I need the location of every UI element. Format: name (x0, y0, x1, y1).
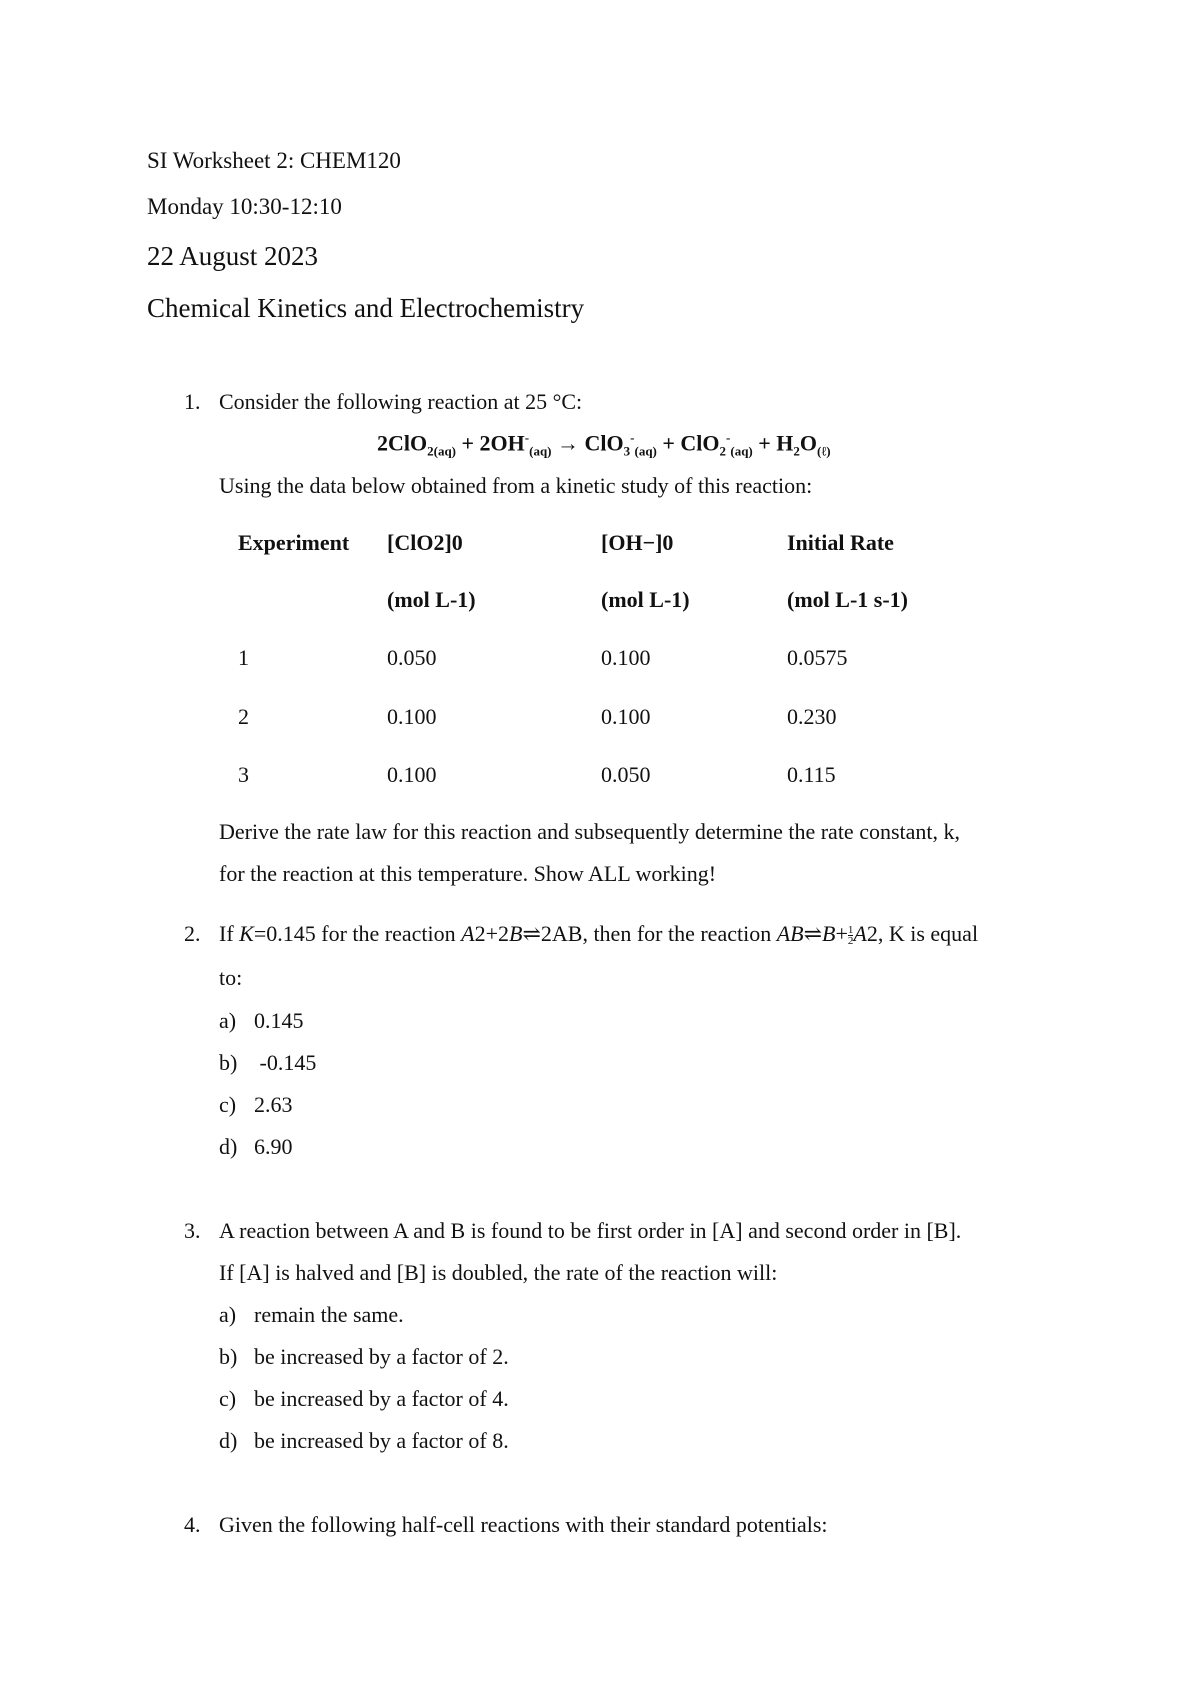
question-1-data-intro: Using the data below obtained from a kinetic study of this reaction: (219, 473, 813, 498)
question-3-option-a: a) remain the same. (219, 1302, 404, 1327)
worksheet-title: SI Worksheet 2: CHEM120 (147, 148, 401, 173)
table-unit-clo2: (mol L-1) (387, 587, 476, 612)
question-1-task-line1: Derive the rate law for this reaction and subsequently determine the rate constant, k, (219, 819, 961, 844)
table-cell: 0.100 (387, 762, 437, 787)
table-cell: 0.100 (387, 704, 437, 729)
question-2-text: If K=0.145 for the reaction A2+2B⇌2AB, then for the reaction AB⇌B+ $\frac{1}{2}$ A2, K is equal (219, 921, 979, 948)
table-cell: 2 (238, 704, 249, 729)
table-cell: 0.100 (601, 704, 651, 729)
question-2-option-b: b) -0.145 (219, 1050, 317, 1075)
question-3-option-c: c) be increased by a factor of 4. (219, 1386, 509, 1411)
table-cell: 1 (238, 645, 249, 670)
question-3-line1: A reaction between A and B is found to be first order in [A] and second order in [B]. (219, 1218, 962, 1243)
question-1-intro: Consider the following reaction at 25 °C: (219, 389, 583, 414)
table-cell: 0.050 (601, 762, 651, 787)
question-1-task-line2: for the reaction at this temperature. Show ALL working! (219, 861, 717, 886)
question-4-text: Given the following half-cell reactions with their standard potentials: (219, 1512, 828, 1537)
table-cell: 0.0575 (787, 645, 848, 670)
table-unit-oh: (mol L-1) (601, 587, 690, 612)
question-3-option-b: b) be increased by a factor of 2. (219, 1344, 509, 1369)
question-2-option-c: c) 2.63 (219, 1092, 293, 1117)
question-1-number: 1. (184, 389, 201, 414)
table-header-clo2: [ClO2]0 (387, 530, 463, 555)
table-unit-rate: (mol L-1 s-1) (787, 587, 908, 612)
worksheet-topic: Chemical Kinetics and Electrochemistry (147, 293, 585, 323)
question-2-number: 2. (184, 921, 201, 946)
question-2-option-d: d) 6.90 (219, 1134, 293, 1159)
table-header-rate: Initial Rate (787, 530, 894, 555)
table-cell: 0.230 (787, 704, 837, 729)
question-2-option-a: a) 0.145 (219, 1008, 304, 1033)
worksheet-date: 22 August 2023 (147, 241, 319, 271)
session-time: Monday 10:30-12:10 (147, 194, 342, 219)
question-2-text-cont: to: (219, 965, 243, 990)
table-cell: 0.100 (601, 645, 651, 670)
table-cell: 0.050 (387, 645, 437, 670)
question-3-number: 3. (184, 1218, 201, 1243)
table-cell: 0.115 (787, 762, 836, 787)
question-4-number: 4. (184, 1512, 201, 1537)
table-header-oh: [OH−]0 (601, 530, 674, 555)
table-cell: 3 (238, 762, 249, 787)
question-3-line2: If [A] is halved and [B] is doubled, the rate of the reaction will: (219, 1260, 778, 1285)
table-header-experiment: Experiment (238, 530, 350, 555)
question-3-option-d: d) be increased by a factor of 8. (219, 1428, 509, 1453)
reaction-equation: $2ClO_{2(aq)} + 2OH^-_{(aq)} \to ClO_3^-_{(aq)} + ClO_2^-_{(aq)} + H_2O_{(\ell)}$ (377, 430, 831, 459)
